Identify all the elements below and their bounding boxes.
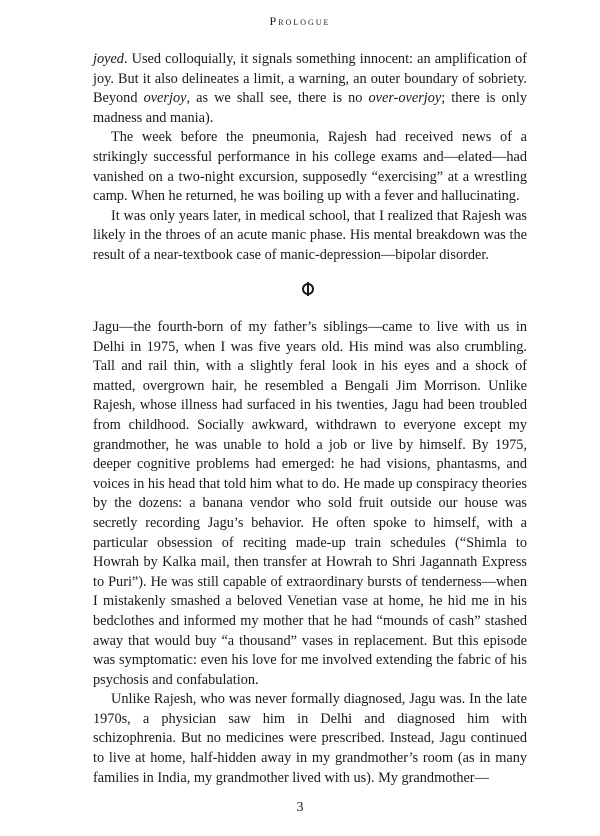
paragraph-text: ; there is only madness and mania). bbox=[93, 90, 527, 126]
italic-word: over-overjoy bbox=[368, 90, 442, 107]
page-number: 3 bbox=[296, 800, 304, 815]
section-1-paragraph-1 bbox=[93, 50, 527, 128]
section-2-paragraph-1: Jagu—the fourth-born of my father’s siblings—came to live with us in Delhi in 1975, when I was five years old. His mind was also crumbling. Tall and rail thin, with a slightly feral look in his eyes and a shock of matted, overgrown hair, he resembled a Bengali Jim Morrison. Unlike Rajesh, whose illness had surfaced in his twenties, Jagu had been troubled from childhood. Socially awkward, withdrawn to everyone except my grandmother, he was unable to hold a job or live by himself. By 1975, deeper cognitive problems had emerged: he had visions, phantasms, and voices in his head that told him what to do. He made up conspiracy theories by the dozens: a banana vendor who sold fruit outside our house was secretly recording Jagu’s behavior. He often spoke to himself, with a particular obsession of reciting made-up train schedules (“Shimla to Howrah by Kalka mail, then transfer at Howrah to Shri Jagannath Express to Puri”). He was still capable of extraordinary bursts of tenderness—when I mistakenly smashed a beloved Venetian vase at home, he hid me in his bedclothes and informed my mother that he had “mounds of cash” stashed away that would buy “a thousand” vases in replacement. But this episode was symptomatic: even his love for me involved extending the fabric of his psychosis and confabulation. bbox=[93, 319, 527, 688]
section-2-text bbox=[93, 318, 527, 788]
phi-ornament-icon bbox=[302, 283, 314, 295]
italic-word: joyed bbox=[93, 51, 124, 67]
section-1-text bbox=[93, 50, 527, 266]
paragraph-text: , as we shall see, there is no bbox=[186, 90, 369, 107]
paragraph-text: . Used colloquially, it signals something innocent: an amplification of joy. But it also delineates a limit, a warning, an outer boundary of sobriety. Beyond bbox=[93, 51, 527, 107]
italic-word: overjoy bbox=[143, 90, 187, 107]
section-1-paragraph-3: It was only years later, in medical school, that I realized that Rajesh was likely in the throes of an acute manic phase. His mental breakdown was the result of a near-textbook case of manic-depression—bipolar disorder. bbox=[93, 207, 527, 263]
section-1-paragraph-2: The week before the pneumonia, Rajesh had received news of a strikingly successful performance in his college exams and—elated—had vanished on a two-night excursion, supposedly “exercising” at a wrestling camp. When he returned, he was boiling up with a fever and hallucinating. bbox=[93, 129, 527, 205]
section-2-paragraph-2: Unlike Rajesh, who was never formally diagnosed, Jagu was. In the late 1970s, a physician saw him in Delhi and diagnosed him with schizophrenia. But no medicines were prescribed. Instead, Jagu continued to live at home, half-hidden away in my grandmother’s room (as in many families in India, my grandmother lived with us). My grandmother— bbox=[93, 691, 527, 786]
running-head: Prologue bbox=[269, 14, 331, 28]
